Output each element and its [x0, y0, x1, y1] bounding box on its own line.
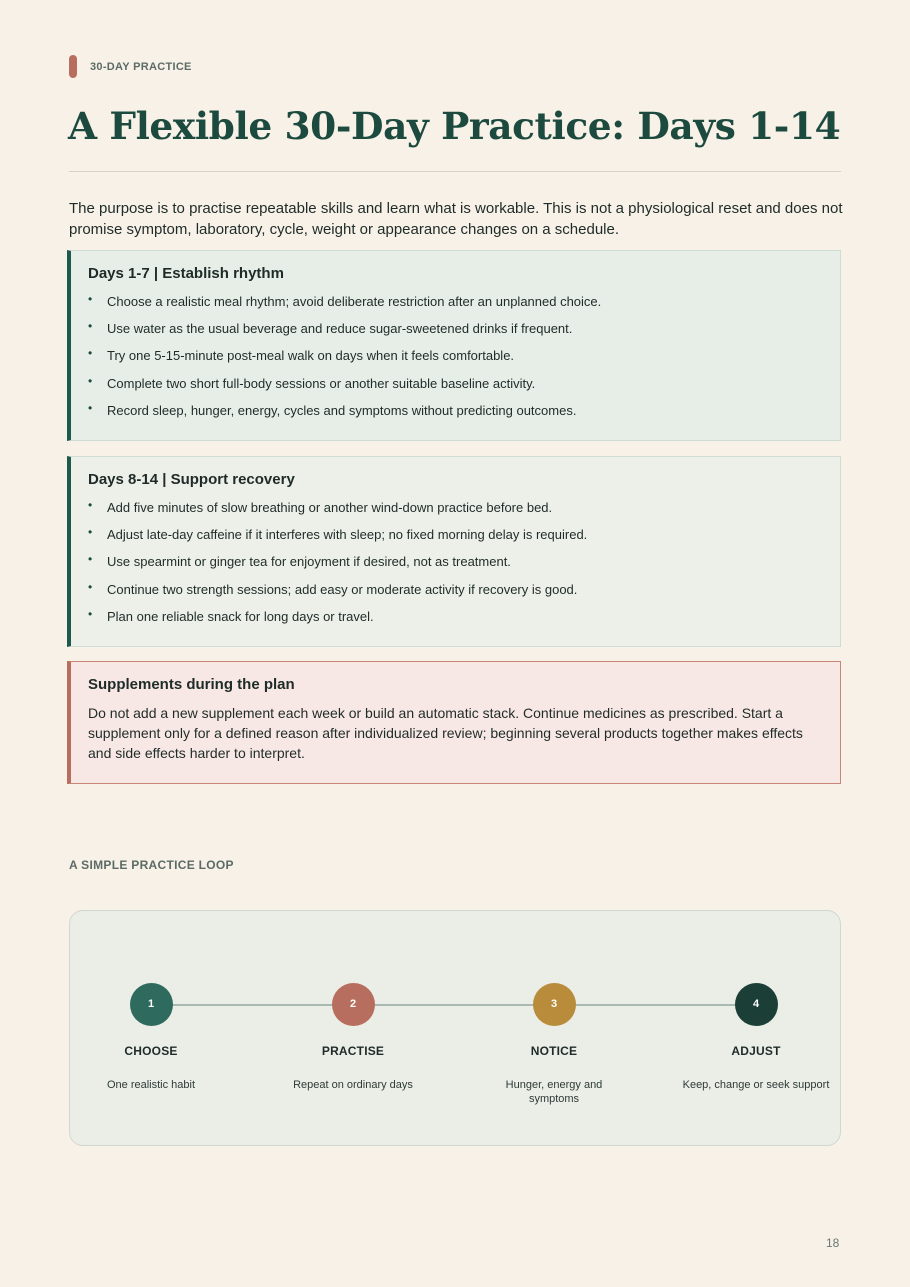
bullet-icon: •	[88, 525, 93, 540]
step-title: NOTICE	[530, 1044, 578, 1058]
week2-heading: Days 8-14 | Support recovery	[88, 471, 295, 488]
loop-label: A SIMPLE PRACTICE LOOP	[69, 858, 234, 872]
bullet-icon: •	[88, 373, 93, 388]
list-item: • Complete two short full-body sessions or another suitable baseline activity.	[88, 374, 820, 401]
week1-list	[88, 292, 820, 428]
supplements-heading: Supplements during the plan	[88, 676, 295, 693]
week1-box	[67, 250, 841, 441]
loop-connector-line	[151, 1004, 756, 1006]
step-number-badge: 1	[130, 983, 173, 1026]
week2-list	[88, 498, 820, 634]
bullet-icon: •	[88, 606, 93, 621]
list-item: • Continue two strength sessions; add easy or moderate activity if recovery is good.	[88, 580, 820, 607]
step-number-badge: 4	[735, 983, 778, 1026]
step-description: One realistic habit	[106, 1079, 196, 1091]
section-eyebrow	[69, 55, 192, 78]
loop-step-notice	[469, 983, 639, 1106]
loop-step-practise	[268, 983, 438, 1092]
bullet-icon: •	[88, 346, 93, 361]
step-number-badge: 2	[332, 983, 375, 1026]
bullet-icon: •	[88, 319, 93, 334]
list-item: • Plan one reliable snack for long days or travel.	[88, 607, 820, 634]
list-item: • Use spearmint or ginger tea for enjoyment if desired, not as treatment.	[88, 552, 820, 579]
step-description: Repeat on ordinary days	[293, 1079, 413, 1091]
list-item: • Record sleep, hunger, energy, cycles and symptoms without predicting outcomes.	[88, 401, 820, 428]
supplements-note	[67, 661, 841, 784]
bullet-icon: •	[88, 292, 93, 306]
step-title: CHOOSE	[124, 1044, 178, 1058]
list-item: • Add five minutes of slow breathing or another wind-down practice before bed.	[88, 498, 820, 525]
list-item: • Choose a realistic meal rhythm; avoid deliberate restriction after an unplanned choice.	[88, 292, 820, 319]
step-title: ADJUST	[731, 1044, 781, 1058]
bullet-icon: •	[88, 400, 93, 415]
intro-paragraph: The purpose is to practise repeatable skills and learn what is workable. This is not a physiological reset and does not promise symptom, laboratory, cycle, weight or appearance changes on a schedule.	[69, 200, 843, 238]
page-number: 18	[826, 1236, 840, 1250]
title-divider	[69, 171, 841, 172]
list-item: • Use water as the usual beverage and reduce sugar-sweetened drinks if frequent.	[88, 319, 820, 346]
week1-heading: Days 1-7 | Establish rhythm	[88, 265, 284, 282]
step-description: Hunger, energy and symptoms	[505, 1079, 603, 1105]
loop-step-adjust	[671, 983, 841, 1092]
week2-box	[67, 456, 841, 647]
step-number-badge: 3	[533, 983, 576, 1026]
bullet-icon: •	[88, 498, 93, 512]
bullet-icon: •	[88, 579, 93, 594]
eyebrow-accent-bar	[69, 55, 77, 78]
supplements-text: Do not add a new supplement each week or build an automatic stack. Continue medicines as prescribed. Start a supplement only for a defined reason after individualized review; beginning several products together makes effects and side effects harder to interpret.	[88, 705, 803, 761]
bullet-icon: •	[88, 552, 93, 567]
loop-step-choose	[66, 983, 236, 1092]
step-title: PRACTISE	[321, 1044, 385, 1058]
step-description: Keep, change or seek support	[682, 1079, 830, 1091]
list-item: • Try one 5-15-minute post-meal walk on days when it feels comfortable.	[88, 346, 820, 373]
page-title: A Flexible 30-Day Practice: Days 1-14	[68, 104, 841, 148]
list-item: • Adjust late-day caffeine if it interferes with sleep; no fixed morning delay is required.	[88, 525, 820, 552]
eyebrow-label: 30-DAY PRACTICE	[90, 60, 192, 73]
